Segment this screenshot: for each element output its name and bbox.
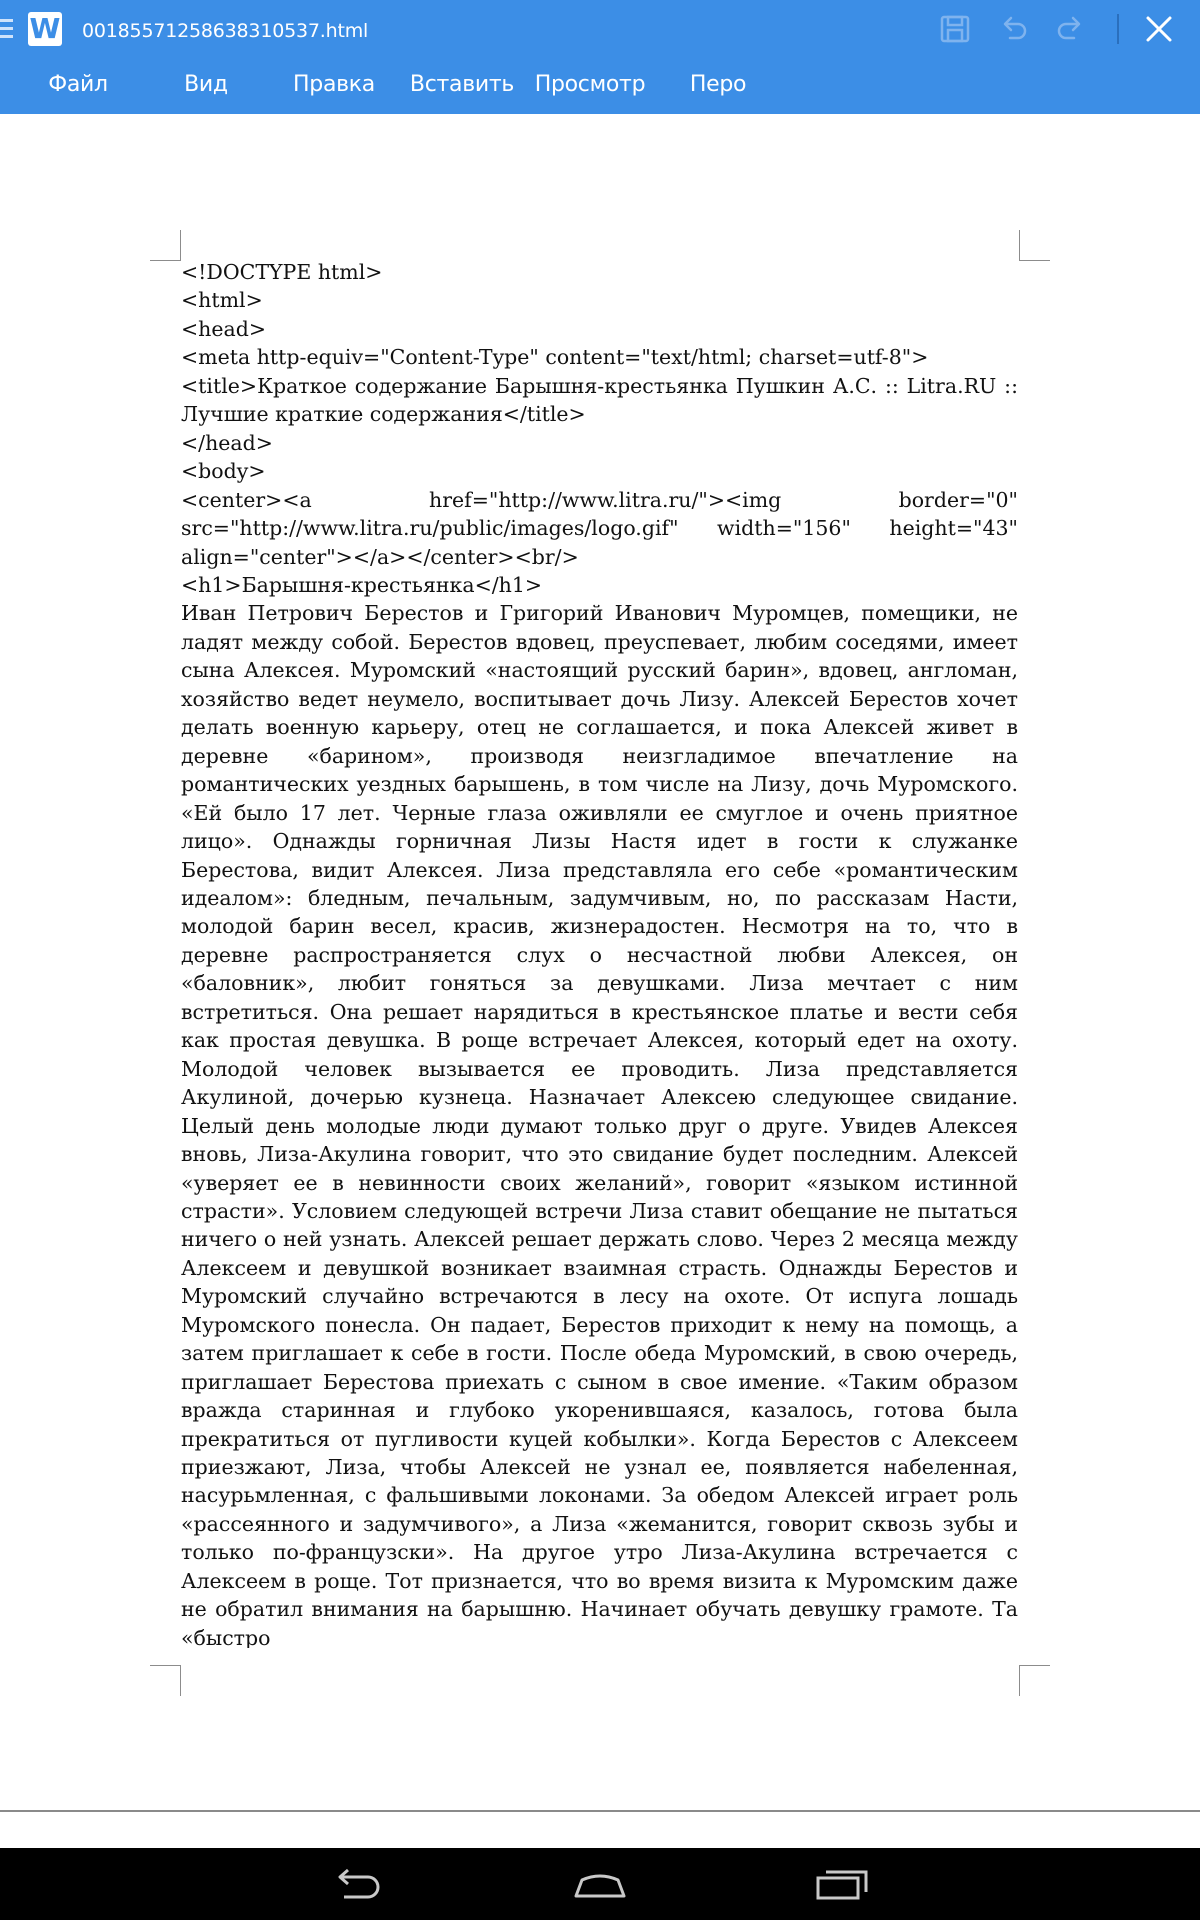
close-icon[interactable] bbox=[1142, 12, 1176, 46]
doc-line: <!DOCTYPE html> bbox=[181, 260, 383, 284]
document-body[interactable] bbox=[181, 258, 1018, 1648]
menu-preview[interactable]: Просмотр bbox=[534, 72, 646, 97]
page-corner-mark bbox=[1019, 230, 1050, 261]
app-bar bbox=[0, 0, 1200, 114]
save-icon[interactable] bbox=[938, 12, 972, 46]
menu-bar bbox=[0, 66, 1200, 106]
doc-paragraph: Иван Петрович Берестов и Григорий Иванович Муромцев, помещики, не ладят между собой. Берестов вдовец, преуспевает, любим соседями, имеет сына Алексея. Муромский «настоящий русский барин», вдовец, англоман, хозяйство ведет неумело, воспитывает дочь Лизу. Алексей Берестов хочет делать военную карьеру, отец не соглашается, и пока Алексей живет в деревне «барином», производя неизгладимое впечатление на романтических уездных барышень, в том числе на Лизу, дочь Муромского. «Ей было 17 лет. Черные глаза оживляли ее смуглое и очень приятное лицо». Однажды горничная Лизы Настя идет в гости к служанке Берестова, видит Алексея. Лиза представляла его себе «романтическим идеалом»: бледным, печальным, задумчивым, но, по рассказам Насти, молодой барин весел, красив, жизнерадостен. Несмотря на то, что в деревне распространяется слух о несчастной любви Алексея, он «баловник», любит гоняться за девушками. Лиза мечтает с ним встретиться. Она решает нарядиться в крестьянское платье и вести себя как простая девушка. В роще встречает Алексея, который едет на охоту. Молодой человек вызывается ее проводить. Лиза представляется Акулиной, дочерью кузнеца. Назначает Алексею следующее свидание. Целый день молодые люди думают только друг о друге. Увидев Алексея вновь, Лиза-Акулина говорит, что это свидание будет последним. Алексей «уверяет ее в невинности своих желаний», говорит «языком истинной страсти». Условием следующей встречи Лиза ставит обещание не пытаться ничего о ней узнать. Алексей решает держать слово. Через 2 месяца между Алексеем и девушкой возникает взаимная страсть. Однажды Берестов и Муромский случайно встречаются в лесу на охоте. От испуга лошадь Муромского понесла. Он падает, Берестов приходит к нему на помощь, а затем приглашает к себе в гости. После обеда Муромский, в свою очередь, приглашает Берестова приехать с сыном в свое имение. «Таким образом вражда старинная и глубоко укоренившаяся, казалось, готова была прекратиться от пугливости куцей кобылки». Когда Берестов с Алексеем приезжают, Лиза, чтобы Алексей не узнал ее, появляется набеленная, насурьмленная, с фальшивыми локонами. За обедом Алексей играет роль «рассеянного и задумчивого», а Лиза «жеманится, говорит сквозь зубы и только по-французски». На другое утро Лиза-Акулина встречается с Алексеем в роще. Тот признается, что во время визита к Муромским даже не обратил внимания на барышню. Начинает обучать девушку грамоте. Та «быстро bbox=[181, 601, 1018, 1648]
redo-icon[interactable] bbox=[1054, 12, 1088, 46]
menu-insert[interactable]: Вставить bbox=[409, 72, 515, 97]
app-logo: W bbox=[29, 12, 61, 45]
doc-line: <head> bbox=[181, 316, 267, 341]
doc-line: </head> bbox=[181, 430, 273, 455]
doc-line: <title>Краткое содержание Барышня-крестьянка Пушкин А.С. :: Litra.RU :: Лучшие краткие содержания</title> bbox=[181, 373, 1018, 427]
bottom-divider bbox=[0, 1810, 1200, 1812]
menu-icon[interactable] bbox=[0, 19, 13, 43]
menu-edit[interactable]: Правка bbox=[293, 72, 375, 97]
menu-view[interactable]: Вид bbox=[184, 72, 228, 97]
recent-apps-icon[interactable] bbox=[814, 1866, 874, 1902]
menu-file[interactable]: Файл bbox=[48, 72, 108, 97]
document-title: 00185571258638310537.html bbox=[82, 20, 369, 42]
home-icon[interactable] bbox=[570, 1866, 630, 1902]
doc-line: <body> bbox=[181, 459, 266, 484]
menu-pen[interactable]: Перо bbox=[689, 72, 747, 97]
undo-icon[interactable] bbox=[996, 12, 1030, 46]
doc-line: <h1>Барышня-крестьянка</h1> bbox=[181, 572, 543, 597]
toolbar-divider bbox=[1117, 14, 1119, 44]
page-corner-mark bbox=[1019, 1665, 1050, 1696]
page-corner-mark bbox=[150, 1665, 181, 1696]
doc-line: <html> bbox=[181, 288, 263, 313]
doc-line: <meta http-equiv="Content-Type" content="text/html; charset=utf-8"> bbox=[181, 345, 929, 370]
back-icon[interactable] bbox=[328, 1866, 388, 1902]
doc-line: <center><a href="http://www.litra.ru/"><img border="0" src="http://www.litra.ru/public/images/logo.gif" width="156" height="43" align="center"></a></center><br/> bbox=[181, 487, 1018, 569]
page-corner-mark bbox=[150, 230, 181, 261]
navigation-bar bbox=[0, 1848, 1200, 1920]
